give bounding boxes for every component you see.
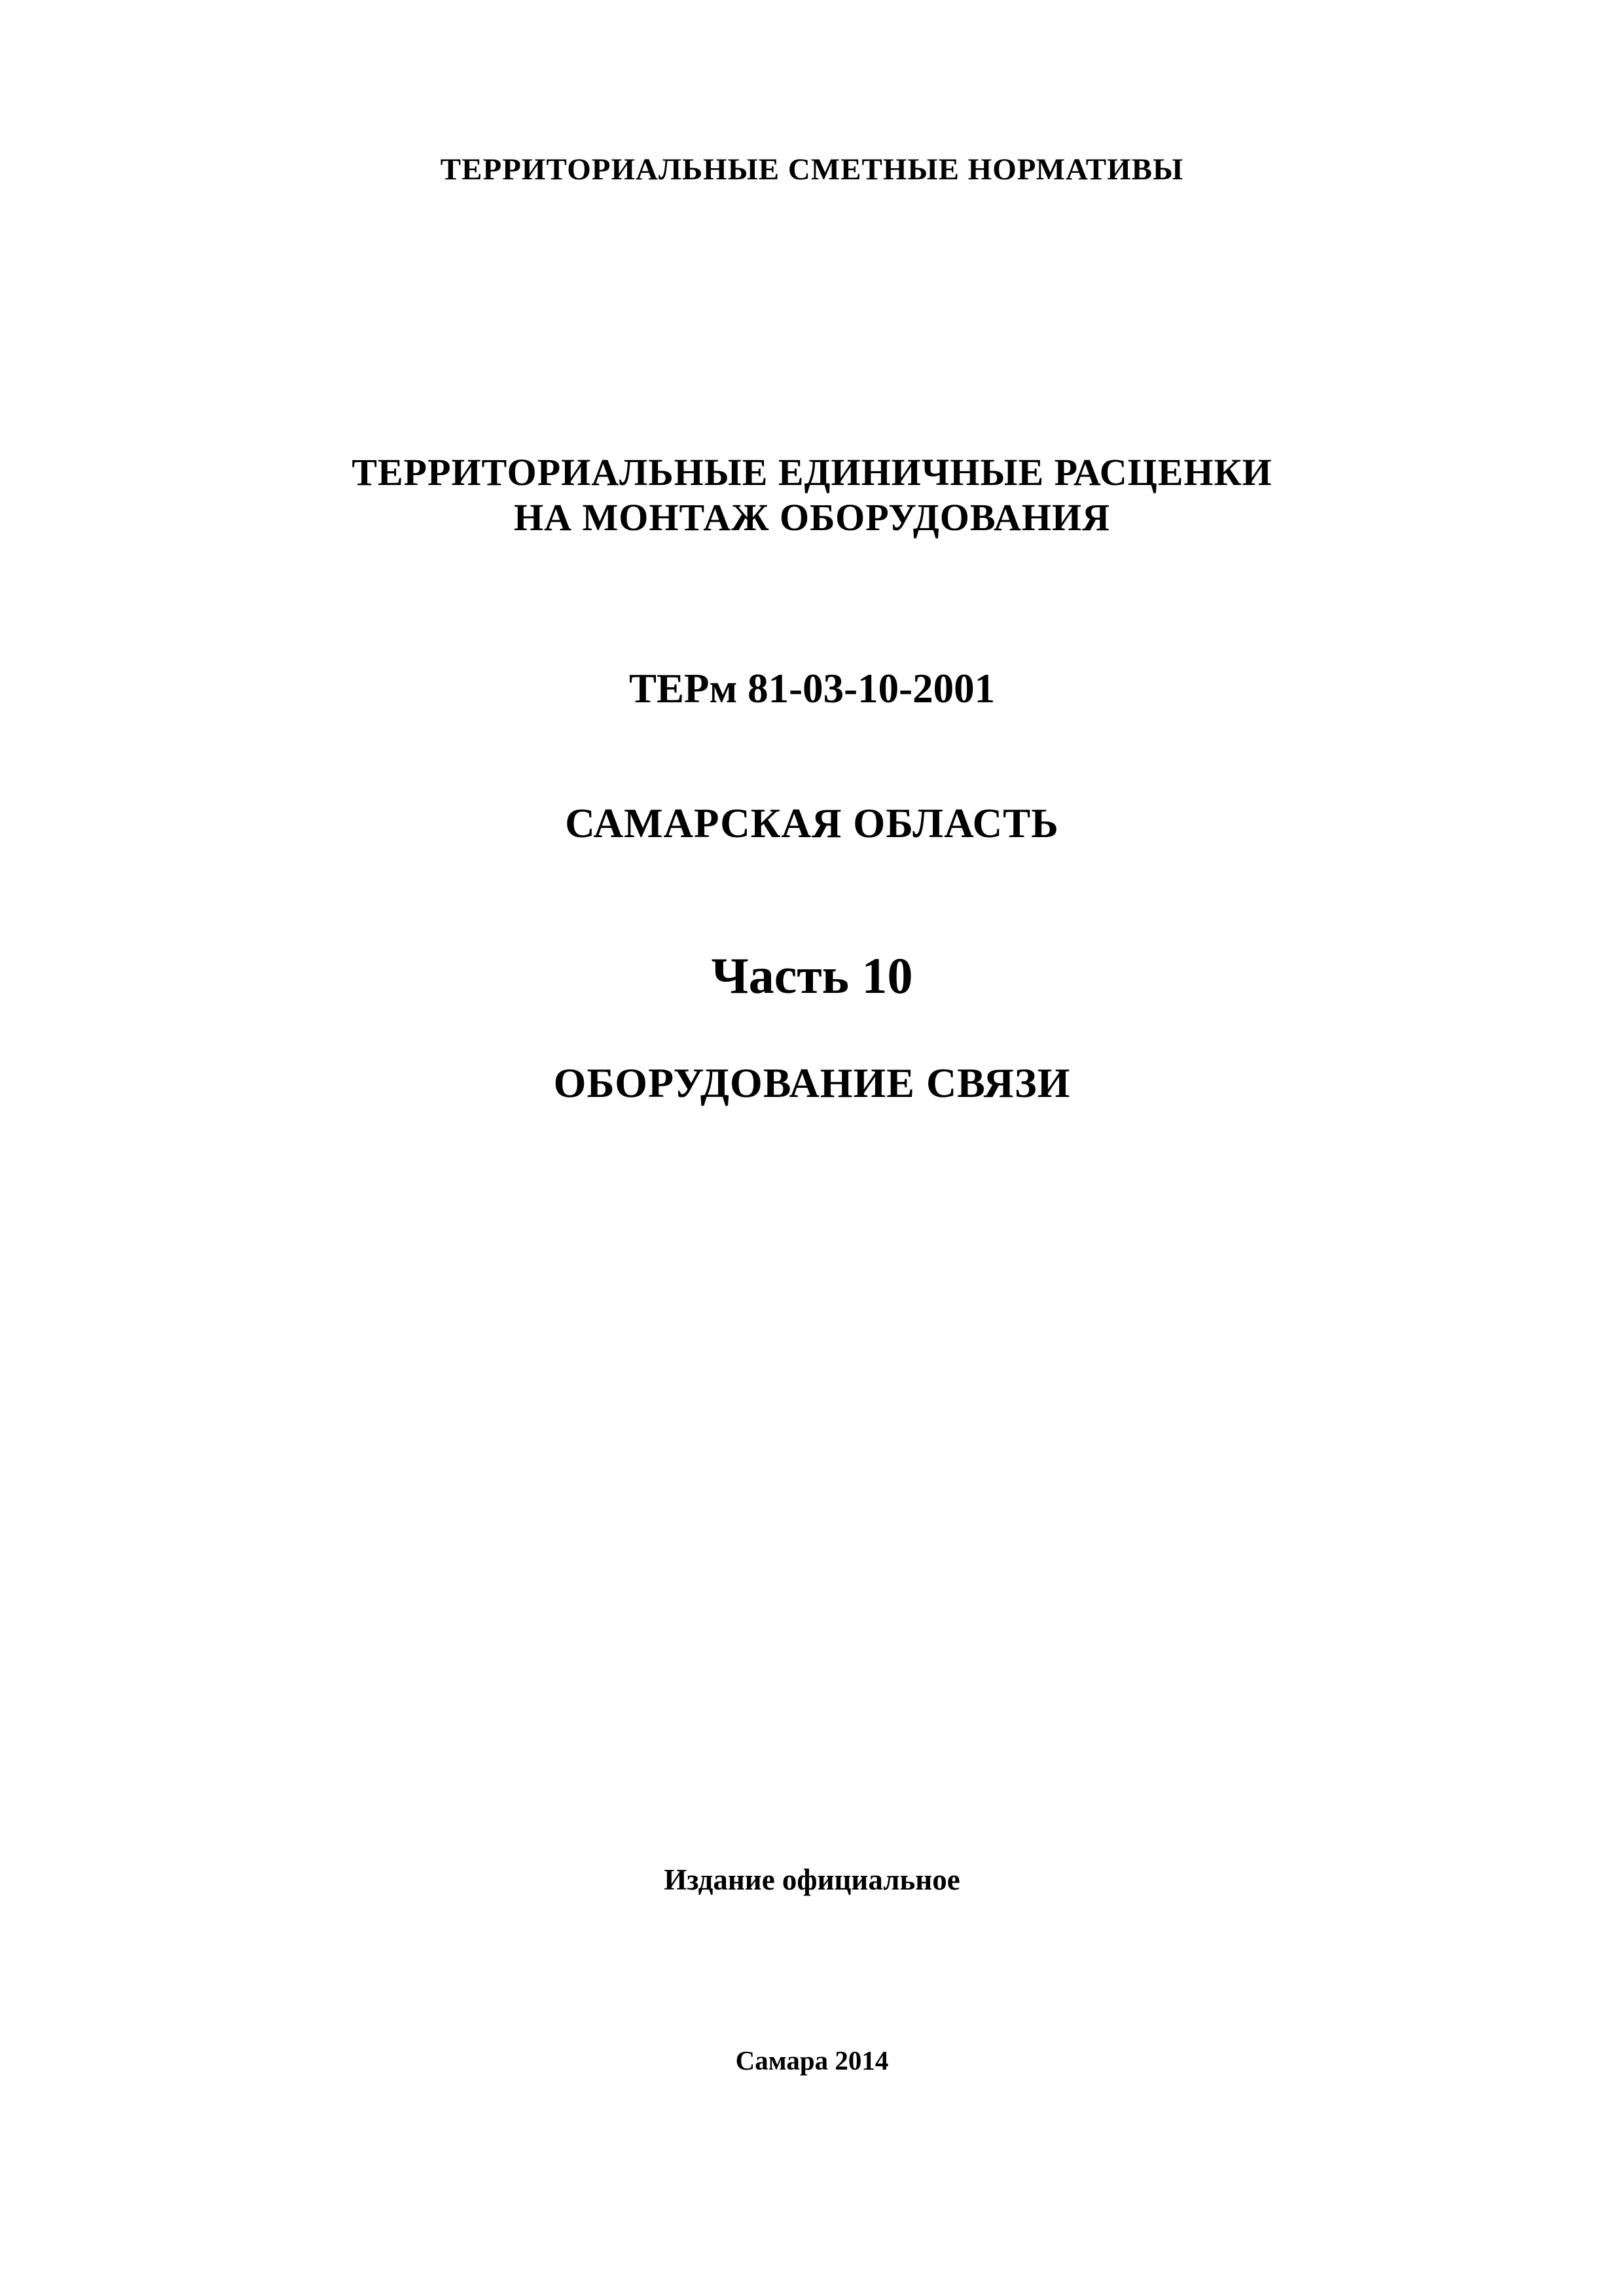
series-title: ТЕРРИТОРИАЛЬНЫЕ СМЕТНЫЕ НОРМАТИВЫ xyxy=(440,152,1184,187)
publication-place-year: Самара 2014 xyxy=(735,2045,889,2075)
edition-note: Издание официальное xyxy=(664,1863,960,1896)
main-title-line-2: НА МОНТАЖ ОБОРУДОВАНИЯ xyxy=(514,496,1110,539)
document-code: ТЕРм 81-03-10-2001 xyxy=(628,666,996,711)
main-title-line-1: ТЕРРИТОРИАЛЬНЫЕ ЕДИНИЧНЫЕ РАСЦЕНКИ xyxy=(352,451,1272,493)
part-title: ОБОРУДОВАНИЕ СВЯЗИ xyxy=(553,1060,1071,1106)
part-number: Часть 10 xyxy=(711,947,913,1004)
region-name: САМАРСКАЯ ОБЛАСТЬ xyxy=(565,800,1059,846)
